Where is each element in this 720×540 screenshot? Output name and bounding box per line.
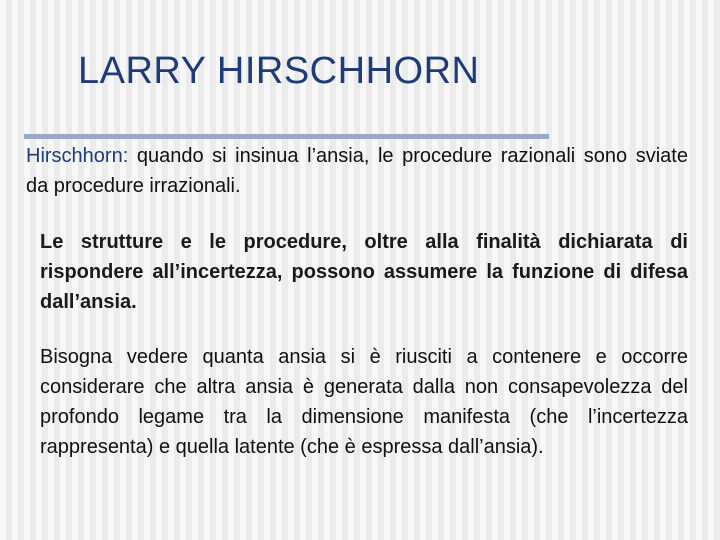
slide-title: LARRY HIRSCHHORN: [78, 50, 480, 92]
body-paragraph: Bisogna vedere quanta ansia si è riusciti a contenere e occorre considerare che altra ansia è generata dalla non consapevolezza del profondo legame tra la dimensione manifesta (che l’incertezza rappresenta) e quella latente (che è espressa dall’ansia).: [40, 346, 688, 458]
intro-paragraph: [26, 141, 688, 201]
intro-speaker: Hirschhorn:: [26, 145, 129, 167]
bold-paragraph: Le strutture e le procedure, oltre alla finalità dichiarata di rispondere all’incertezza, possono assumere la funzione di difesa dall’ansia.: [40, 231, 688, 313]
title-underline: [24, 134, 549, 139]
intro-text: quando si insinua l’ansia, le procedure razionali sono sviate da procedure irrazionali.: [26, 145, 688, 197]
